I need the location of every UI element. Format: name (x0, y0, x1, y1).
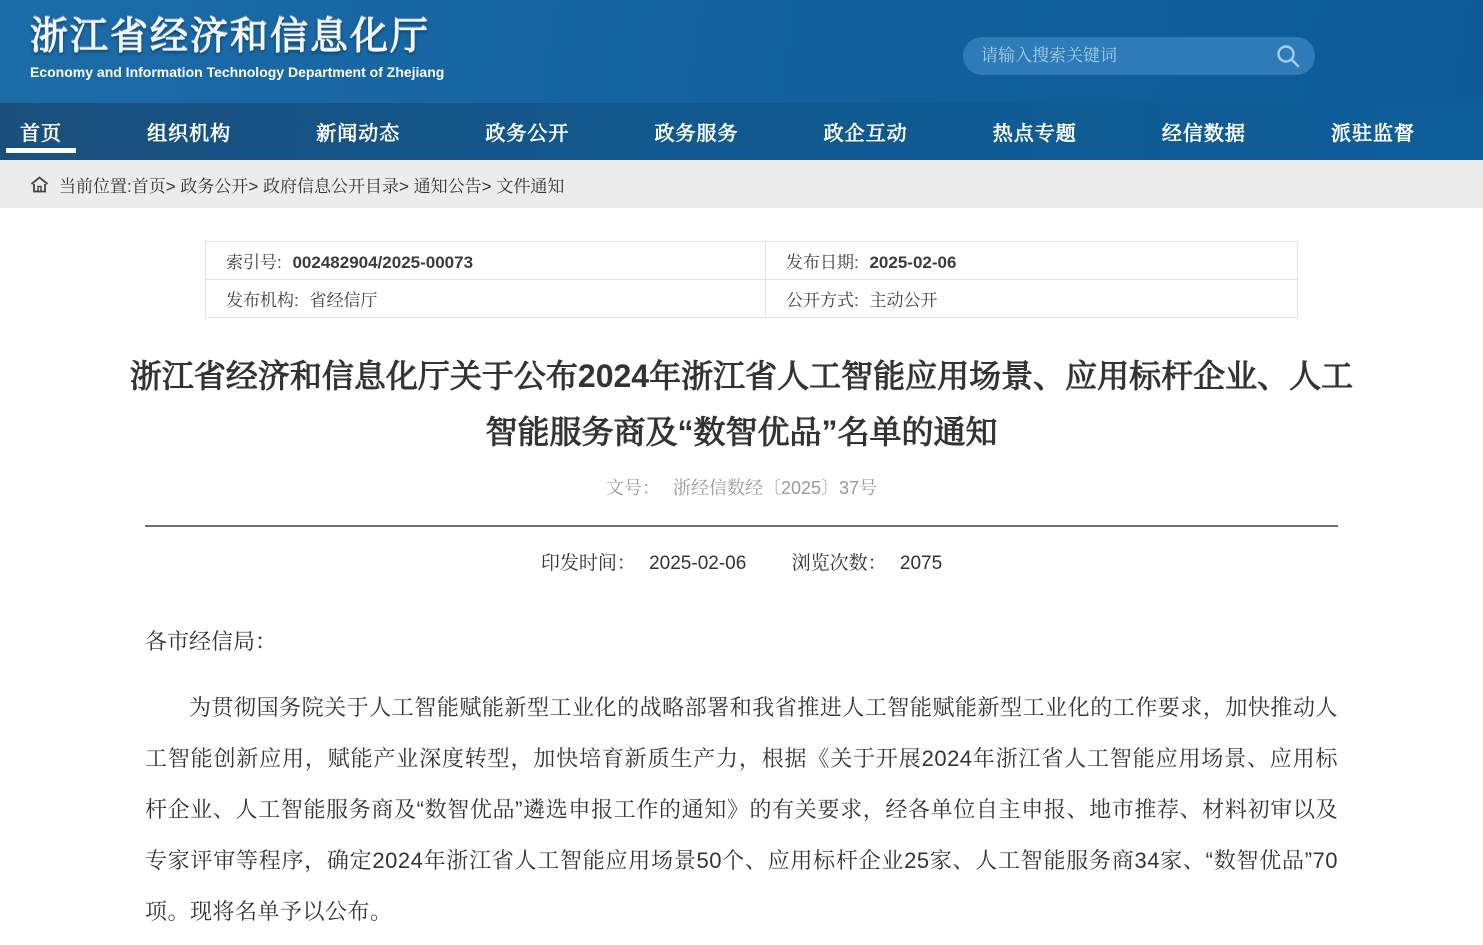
main-nav (0, 103, 1483, 160)
breadcrumb-trail[interactable]: 当前位置:首页> 政务公开> 政府信息公开目录> 通知公告> 文件通知 (59, 176, 565, 196)
index-number-label: 索引号: (226, 253, 282, 272)
site-title: 浙江省经济和信息化厅 (30, 16, 431, 58)
site-title-english: Economy and Information Technology Department of Zhejiang (30, 64, 445, 80)
top-banner (0, 0, 1483, 160)
table-row (206, 280, 1298, 318)
body-paragraph: 为贯彻国务院关于人工智能赋能新型工业化的战略部署和我省推进人工智能赋能新型工业化的工作要求，加快推动人工智能创新应用，赋能产业深度转型，加快培育新质生产力，根据《关于开展2024年浙江省人工智能应用场景、应用标杆企业、人工智能服务商及“数智优品”遴选申报工作的通知》的有关要求，经各单位自主申报、地市推荐、材料初审以及专家评审等程序，确定2024年浙江省人工智能应用场景50个、应用标杆企业25家、人工智能服务商34家、“数智优品”70项。现将名单予以公布。 (145, 695, 1338, 924)
nav-item-organization[interactable]: 组织机构 (147, 123, 232, 145)
doc-number-value: 浙经信数经〔2025〕37号 (672, 478, 878, 498)
publish-date-label: 发布日期: (786, 253, 859, 272)
disclosure-method-label: 公开方式: (786, 291, 859, 310)
breadcrumb (0, 160, 1483, 208)
page-title: 浙江省经济和信息化厅关于公布2024年浙江省人工智能应用场景、应用标杆企业、人工智能服务商及“数智优品”名单的通知 (129, 358, 1354, 450)
divider (145, 525, 1338, 527)
table-row (206, 242, 1298, 280)
print-info-line (0, 548, 1483, 575)
salutation: 各市经信局： (145, 629, 278, 654)
home-icon[interactable] (30, 176, 49, 193)
view-count-value: 2075 (899, 553, 943, 574)
nav-item-supervision[interactable]: 派驻监督 (1331, 123, 1415, 145)
nav-item-news[interactable]: 新闻动态 (316, 123, 401, 145)
index-number-value: 002482904/2025-00073 (292, 253, 474, 272)
nav-item-hot-topics[interactable]: 热点专题 (992, 123, 1077, 145)
search-box[interactable] (963, 37, 1315, 75)
print-date-value: 2025-02-06 (649, 553, 747, 574)
disclosure-method-value: 主动公开 (869, 291, 938, 310)
nav-item-gov-enterprise[interactable]: 政企互动 (823, 123, 908, 145)
doc-number-label: 文号： (605, 478, 660, 498)
print-date-label: 印发时间： (540, 553, 636, 574)
nav-item-home[interactable]: 首页 (16, 103, 66, 160)
site-logo[interactable] (30, 14, 444, 82)
view-count-label: 浏览次数： (791, 553, 887, 574)
article-content (0, 241, 1483, 937)
document-meta-table (205, 241, 1298, 318)
publish-agency-label: 发布机构: (226, 291, 299, 310)
nav-item-gov-disclosure[interactable]: 政务公开 (485, 123, 570, 145)
nav-item-industry-data[interactable]: 经信数据 (1161, 123, 1246, 145)
doc-number-line (0, 474, 1483, 500)
nav-item-gov-services[interactable]: 政务服务 (654, 123, 739, 145)
publish-date-value: 2025-02-06 (869, 253, 957, 272)
search-icon[interactable] (1275, 43, 1301, 69)
search-input[interactable] (981, 46, 1275, 66)
publish-agency-value: 省经信厅 (309, 291, 378, 310)
site-header (0, 0, 1483, 103)
